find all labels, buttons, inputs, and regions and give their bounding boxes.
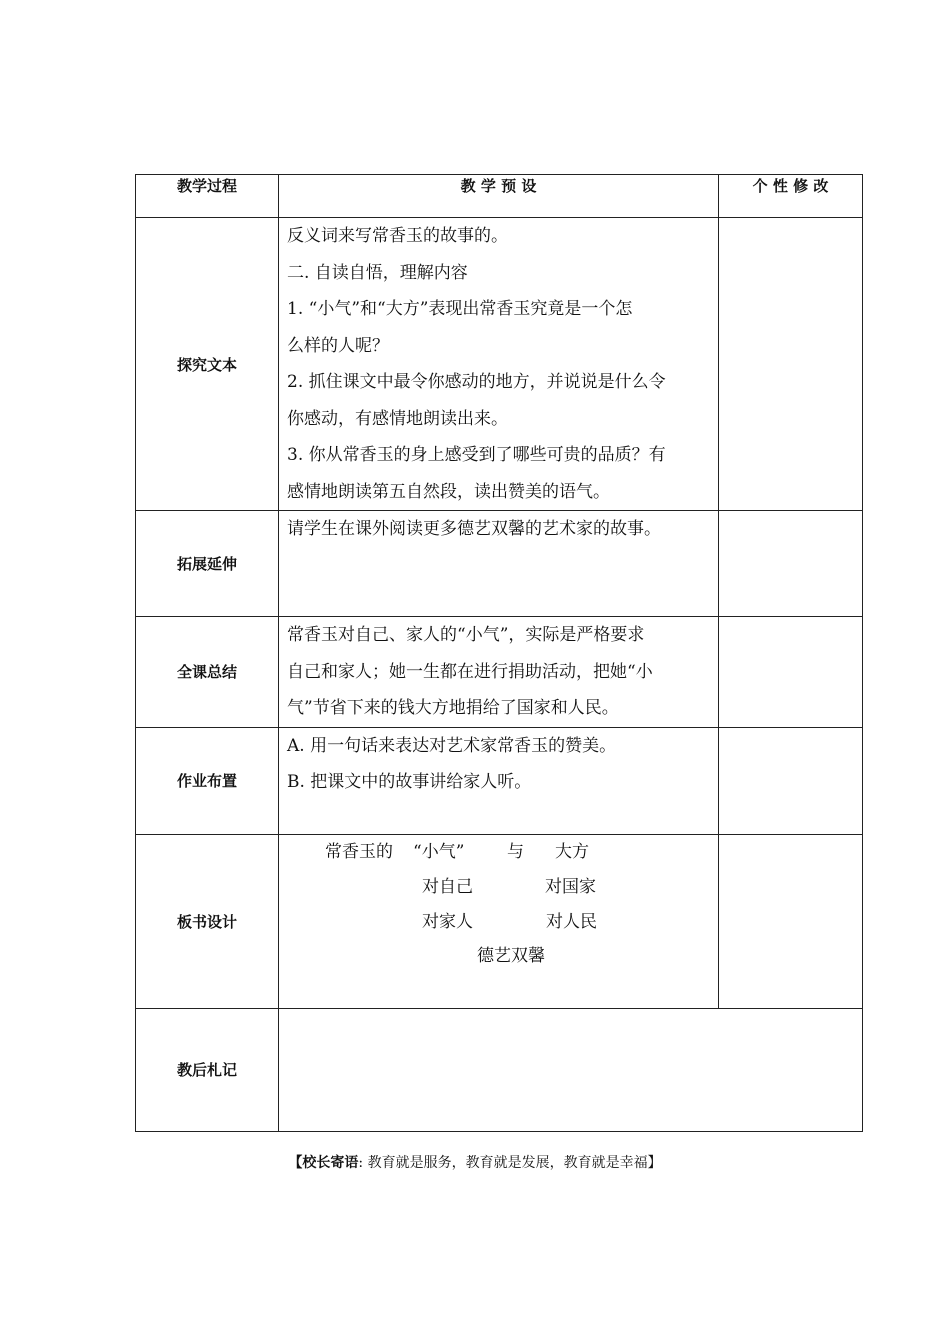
board-title: 常香玉的 — [325, 841, 393, 862]
board-country: 对国家 — [545, 876, 596, 897]
row-revision-board — [719, 834, 863, 1008]
content-line: 二. 自读自悟，理解内容 — [287, 262, 468, 283]
content-line: A. 用一句话来表达对艺术家常香玉的赞美。 — [287, 735, 617, 756]
content-line: 请学生在课外阅读更多德艺双馨的艺术家的故事。 — [287, 519, 661, 539]
row-revision-explore — [719, 218, 863, 511]
board-yu: 与 — [507, 841, 524, 862]
row-label-board: 板书设计 — [136, 834, 279, 1008]
row-label-notes: 教后札记 — [136, 1008, 279, 1131]
principal-message-text: : 教育就是服务，教育就是发展，教育就是幸福】 — [358, 1155, 662, 1171]
header-revision: 个 性 修 改 — [719, 175, 863, 218]
row-summary — [136, 617, 863, 728]
content-line: 常香玉对自己、家人的“小气”，实际是严格要求 — [287, 625, 645, 645]
row-content-explore — [279, 218, 719, 511]
content-line: 么样的人呢？ — [287, 335, 389, 356]
board-dafang: 大方 — [555, 841, 589, 862]
row-label-homework: 作业布置 — [136, 727, 279, 834]
content-line: 反义词来写常香玉的故事的。 — [287, 226, 508, 246]
principal-message — [0, 1152, 950, 1172]
content-line: 气”节省下来的钱大方地捐给了国家和人民。 — [287, 698, 619, 718]
row-homework — [136, 727, 863, 834]
lesson-plan-sheet — [135, 174, 862, 1132]
board-self: 对自己 — [422, 876, 473, 897]
row-content-extend — [279, 511, 719, 617]
board-virtue: 德艺双馨 — [477, 945, 545, 966]
lesson-plan-table — [135, 174, 863, 1132]
row-revision-homework — [719, 727, 863, 834]
content-line: 你感动，有感情地朗读出来。 — [287, 408, 508, 429]
row-content-summary — [279, 617, 719, 728]
row-content-homework — [279, 727, 719, 834]
content-line: 自己和家人；她一生都在进行捐助活动，把她“小 — [287, 661, 653, 682]
row-board — [136, 834, 863, 1008]
row-revision-summary — [719, 617, 863, 728]
content-line: 3. 你从常香玉的身上感受到了哪些可贵的品质？有 — [287, 445, 666, 465]
row-revision-extend — [719, 511, 863, 617]
header-process: 教学过程 — [136, 175, 279, 218]
row-label-extend: 拓展延伸 — [136, 511, 279, 617]
header-row — [136, 175, 863, 218]
board-people: 对人民 — [546, 911, 597, 932]
principal-message-prefix: 【校长寄语 — [288, 1155, 359, 1171]
header-plan: 教 学 预 设 — [279, 175, 719, 218]
row-notes — [136, 1008, 863, 1131]
board-family: 对家人 — [422, 911, 473, 932]
row-extend — [136, 511, 863, 617]
row-label-summary: 全课总结 — [136, 617, 279, 728]
content-line: 感情地朗读第五自然段，读出赞美的语气。 — [287, 481, 610, 502]
row-label-explore: 探究文本 — [136, 218, 279, 511]
board-xiaoqi: “小气” — [413, 841, 465, 862]
content-line: 2. 抓住课文中最令你感动的地方，并说说是什么令 — [287, 372, 666, 392]
blackboard-design — [279, 834, 719, 1008]
content-line: 1. “小气”和“大方”表现出常香玉究竟是一个怎 — [287, 299, 633, 319]
row-explore — [136, 218, 863, 511]
row-content-notes — [279, 1008, 863, 1131]
content-line: B. 把课文中的故事讲给家人听。 — [287, 772, 532, 792]
